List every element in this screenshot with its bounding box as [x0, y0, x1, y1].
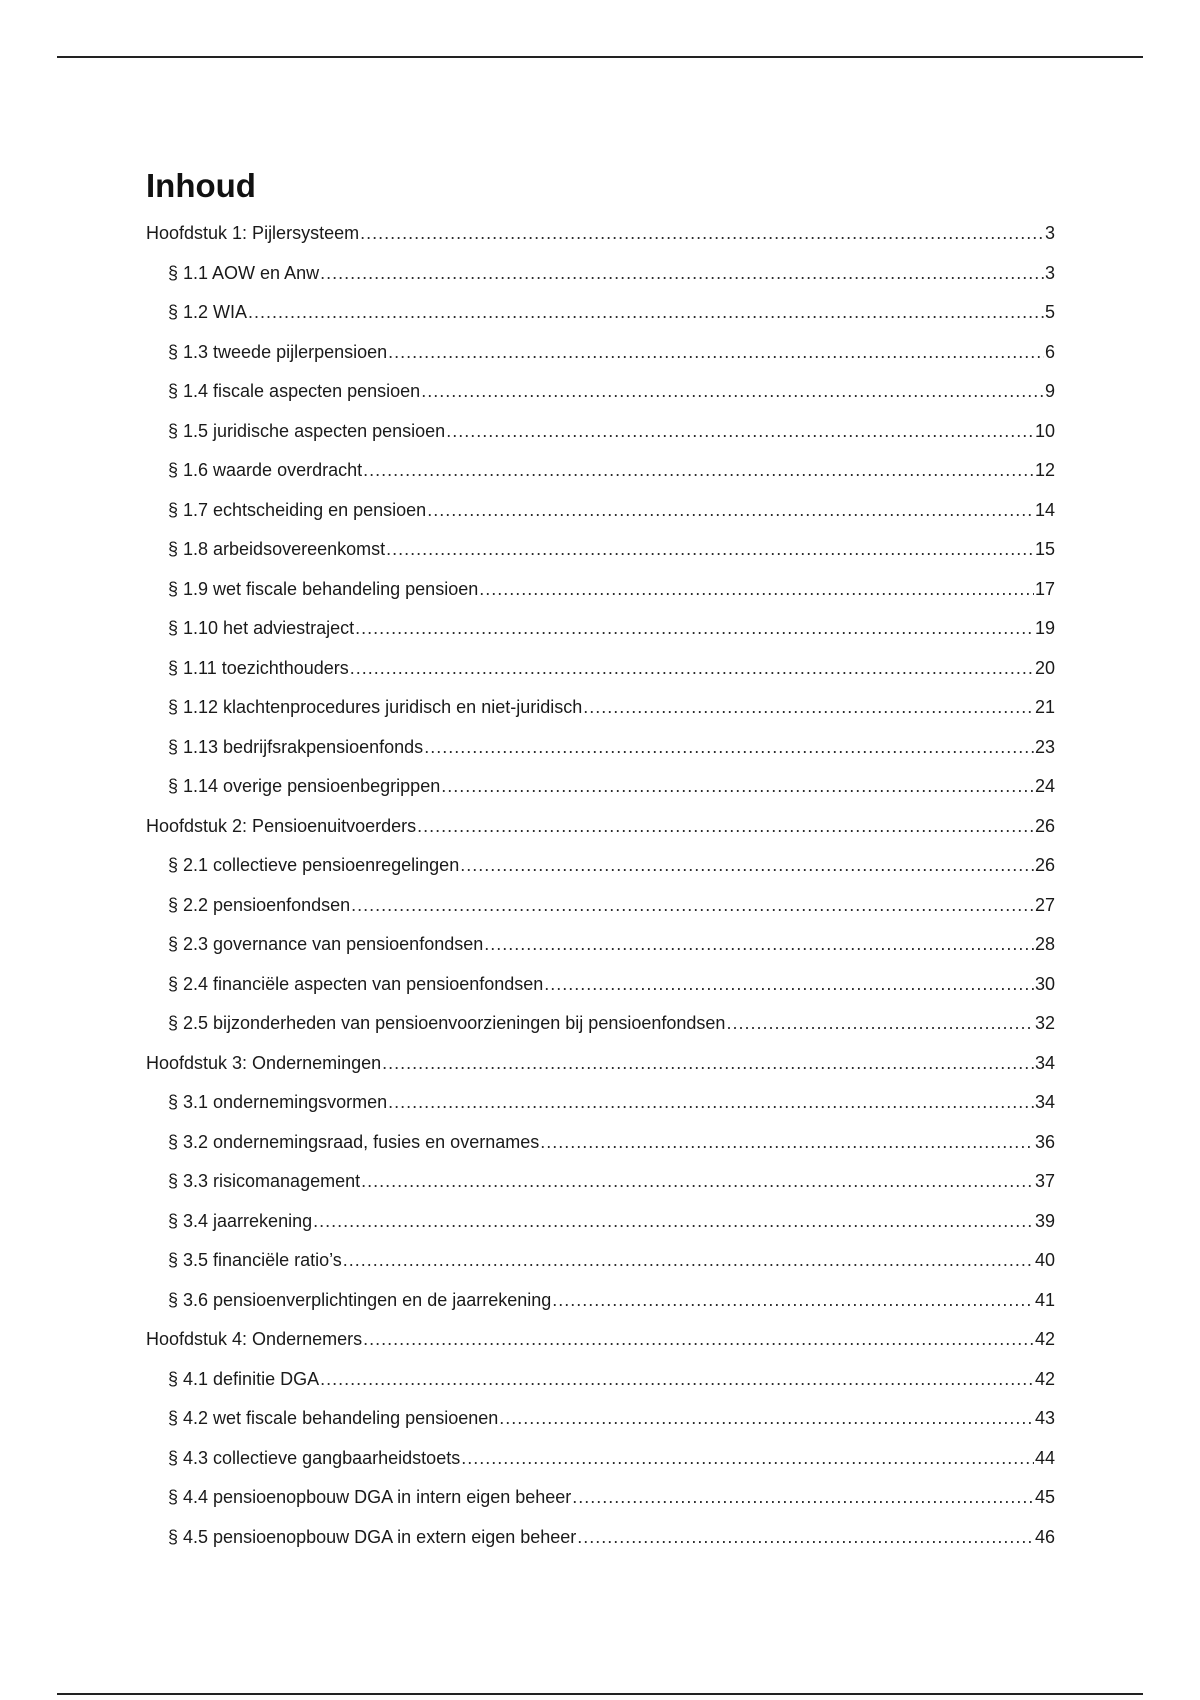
toc-dot-leader [382, 1044, 1034, 1084]
toc-entry-label[interactable]: § 1.7 echtscheiding en pensioen [168, 499, 427, 520]
toc-entry-label[interactable]: § 3.2 ondernemingsraad, fusies en overnames [168, 1131, 540, 1152]
toc-entry-label[interactable]: § 1.12 klachtenprocedures juridisch en niet-juridisch [168, 697, 583, 717]
toc-entry-page-number[interactable]: 34 [1034, 1052, 1055, 1073]
toc-entry-page-number[interactable]: 36 [1034, 1131, 1055, 1152]
toc-section-entry[interactable] [146, 1123, 1055, 1163]
toc-section-entry[interactable] [146, 1399, 1055, 1439]
toc-entry-page-number[interactable]: 28 [1034, 934, 1055, 954]
toc-entry-page-number[interactable]: 21 [1034, 697, 1055, 717]
toc-entry-label[interactable]: § 2.1 collectieve pensioenregelingen [168, 855, 460, 875]
header-rule [57, 56, 1143, 58]
toc-dot-leader [361, 1162, 1034, 1202]
toc-section-entry[interactable] [146, 1162, 1055, 1202]
toc-entry-label[interactable]: § 1.4 fiscale aspecten pensioen [168, 381, 421, 401]
toc-entry-page-number[interactable]: 3 [1044, 262, 1055, 283]
toc-section-entry[interactable] [146, 530, 1055, 570]
toc-section-entry[interactable] [146, 728, 1055, 768]
toc-entry-page-number[interactable]: 14 [1034, 499, 1055, 520]
toc-entry-page-number[interactable]: 39 [1034, 1210, 1055, 1231]
toc-dot-leader [363, 451, 1034, 491]
toc-section-entry[interactable] [146, 609, 1055, 649]
toc-section-entry[interactable] [146, 688, 1055, 728]
toc-entry-label[interactable]: § 2.3 governance van pensioenfondsen [168, 934, 484, 954]
toc-dot-leader [248, 293, 1044, 333]
toc-entry-label[interactable]: § 1.3 tweede pijlerpensioen [168, 341, 388, 362]
toc-dot-leader [363, 1320, 1034, 1360]
toc-section-entry[interactable] [146, 1241, 1055, 1281]
toc-entry-page-number[interactable]: 20 [1034, 657, 1055, 678]
toc-list [146, 214, 1055, 1557]
toc-entry-page-number[interactable]: 19 [1034, 618, 1055, 638]
toc-section-entry[interactable] [146, 965, 1055, 1005]
toc-section-entry[interactable] [146, 1202, 1055, 1242]
toc-section-entry[interactable] [146, 372, 1055, 412]
toc-section-entry[interactable] [146, 886, 1055, 926]
toc-dot-leader [388, 1083, 1034, 1123]
toc-section-entry[interactable] [146, 570, 1055, 610]
toc-entry-page-number[interactable]: 15 [1034, 539, 1055, 559]
toc-section-entry[interactable] [146, 846, 1055, 886]
toc-chapter-entry[interactable] [146, 1044, 1055, 1084]
toc-entry-page-number[interactable]: 40 [1034, 1250, 1055, 1270]
toc-entry-page-number[interactable]: 23 [1034, 736, 1055, 757]
toc-entry-page-number[interactable]: 26 [1034, 855, 1055, 875]
toc-dot-leader [446, 412, 1034, 452]
toc-entry-label[interactable]: § 1.6 waarde overdracht [168, 460, 363, 480]
toc-entry-page-number[interactable]: 9 [1044, 381, 1055, 401]
toc-dot-leader [484, 925, 1034, 965]
toc-entry-page-number[interactable]: 44 [1034, 1447, 1055, 1468]
toc-dot-leader [461, 1439, 1034, 1479]
toc-section-entry[interactable] [146, 649, 1055, 689]
toc-dot-leader [386, 530, 1034, 570]
toc-dot-leader [388, 333, 1044, 373]
toc-entry-page-number[interactable]: 12 [1034, 460, 1055, 480]
toc-dot-leader [313, 1202, 1034, 1242]
toc-entry-label[interactable]: § 4.5 pensioenopbouw DGA in extern eigen beheer [168, 1526, 577, 1547]
toc-entry-label[interactable]: § 4.3 collectieve gangbaarheidstoets [168, 1447, 461, 1468]
toc-section-entry[interactable] [146, 1083, 1055, 1123]
toc-chapter-entry[interactable] [146, 807, 1055, 847]
toc-dot-leader [499, 1399, 1034, 1439]
toc-entry-label[interactable]: § 1.13 bedrijfsrakpensioenfonds [168, 736, 424, 757]
toc-entry-label[interactable]: Hoofdstuk 2: Pensioenuitvoerders [146, 815, 417, 836]
toc-dot-leader [552, 1281, 1034, 1321]
toc-dot-leader [360, 214, 1044, 254]
toc-dot-leader [577, 1518, 1034, 1558]
toc-dot-leader [572, 1478, 1034, 1518]
toc-entry-label[interactable]: § 1.10 het adviestraject [168, 618, 355, 638]
toc-dot-leader [441, 767, 1034, 807]
toc-entry-page-number[interactable]: 6 [1044, 341, 1055, 362]
toc-entry-label[interactable]: § 2.2 pensioenfondsen [168, 894, 351, 915]
toc-entry-page-number[interactable]: 3 [1044, 223, 1055, 243]
toc-entry-label[interactable]: § 1.8 arbeidsovereenkomst [168, 539, 386, 559]
toc-entry-page-number[interactable]: 45 [1034, 1487, 1055, 1507]
toc-entry-label[interactable]: Hoofdstuk 4: Ondernemers [146, 1329, 363, 1349]
toc-entry-label[interactable]: § 1.1 AOW en Anw [168, 262, 320, 283]
toc-entry-label[interactable]: § 3.5 financiële ratio’s [168, 1250, 342, 1270]
toc-entry-label[interactable]: § 4.4 pensioenopbouw DGA in intern eigen beheer [168, 1487, 572, 1507]
toc-entry-page-number[interactable]: 27 [1034, 894, 1055, 915]
toc-dot-leader [351, 886, 1034, 926]
toc-dot-leader [355, 609, 1034, 649]
toc-dot-leader [479, 570, 1034, 610]
toc-section-entry[interactable] [146, 1360, 1055, 1400]
toc-section-entry[interactable] [146, 333, 1055, 373]
toc-entry-page-number[interactable]: 43 [1034, 1408, 1055, 1428]
toc-entry-label[interactable]: § 3.3 risicomanagement [168, 1171, 361, 1191]
toc-entry-label[interactable]: Hoofdstuk 1: Pijlersysteem [146, 223, 360, 243]
table-of-contents [146, 166, 1055, 1557]
toc-dot-leader [460, 846, 1034, 886]
toc-dot-leader [320, 1360, 1034, 1400]
toc-entry-page-number[interactable]: 41 [1034, 1289, 1055, 1310]
toc-entry-label[interactable]: § 4.1 definitie DGA [168, 1368, 320, 1389]
toc-title: Inhoud [146, 167, 256, 204]
toc-dot-leader [417, 807, 1034, 847]
toc-section-entry[interactable] [146, 451, 1055, 491]
toc-section-entry[interactable] [146, 491, 1055, 531]
toc-entry-page-number[interactable]: 42 [1034, 1329, 1055, 1349]
footer-rule [57, 1693, 1143, 1695]
toc-entry-page-number[interactable]: 46 [1034, 1526, 1055, 1547]
toc-entry-page-number[interactable]: 5 [1044, 302, 1055, 322]
toc-section-entry[interactable] [146, 293, 1055, 333]
toc-entry-label[interactable]: § 1.2 WIA [168, 302, 248, 322]
toc-entry-label[interactable]: § 1.5 juridische aspecten pensioen [168, 420, 446, 441]
toc-section-entry[interactable] [146, 925, 1055, 965]
toc-chapter-entry[interactable] [146, 1320, 1055, 1360]
toc-entry-label[interactable]: § 1.14 overige pensioenbegrippen [168, 776, 441, 796]
toc-entry-page-number[interactable]: 37 [1034, 1171, 1055, 1191]
toc-entry-label[interactable]: § 3.6 pensioenverplichtingen en de jaarrekening [168, 1289, 552, 1310]
toc-section-entry[interactable] [146, 254, 1055, 294]
toc-entry-page-number[interactable]: 10 [1034, 420, 1055, 441]
toc-dot-leader [424, 728, 1034, 768]
toc-entry-page-number[interactable]: 32 [1034, 1013, 1055, 1033]
toc-entry-label[interactable]: § 1.9 wet fiscale behandeling pensioen [168, 578, 479, 599]
toc-dot-leader [726, 1004, 1034, 1044]
toc-entry-page-number[interactable]: 30 [1034, 973, 1055, 994]
toc-dot-leader [544, 965, 1034, 1005]
toc-dot-leader [350, 649, 1034, 689]
toc-entry-label[interactable]: Hoofdstuk 3: Ondernemingen [146, 1052, 382, 1073]
toc-entry-page-number[interactable]: 26 [1034, 815, 1055, 836]
toc-entry-label[interactable]: § 4.2 wet fiscale behandeling pensioenen [168, 1408, 499, 1428]
toc-entry-label[interactable]: § 1.11 toezichthouders [168, 657, 349, 678]
toc-dot-leader [427, 491, 1034, 531]
toc-section-entry[interactable] [146, 1478, 1055, 1518]
toc-section-entry[interactable] [146, 1281, 1055, 1321]
toc-entry-label[interactable]: § 2.5 bijzonderheden van pensioenvoorzieningen bij pensioenfondsen [168, 1013, 726, 1033]
toc-dot-leader [421, 372, 1044, 412]
toc-entry-label[interactable]: § 2.4 financiële aspecten van pensioenfondsen [168, 973, 544, 994]
toc-section-entry[interactable] [146, 1439, 1055, 1479]
toc-entry-page-number[interactable]: 17 [1034, 578, 1055, 599]
toc-section-entry[interactable] [146, 767, 1055, 807]
toc-section-entry[interactable] [146, 1004, 1055, 1044]
toc-entry-page-number[interactable]: 42 [1034, 1368, 1055, 1389]
toc-dot-leader [540, 1123, 1034, 1163]
toc-entry-page-number[interactable]: 34 [1034, 1092, 1055, 1112]
toc-section-entry[interactable] [146, 412, 1055, 452]
toc-dot-leader [343, 1241, 1034, 1281]
toc-section-entry[interactable] [146, 1518, 1055, 1558]
toc-entry-page-number[interactable]: 24 [1034, 776, 1055, 796]
toc-dot-leader [583, 688, 1034, 728]
toc-entry-label[interactable]: § 3.1 ondernemingsvormen [168, 1092, 388, 1112]
toc-chapter-entry[interactable] [146, 214, 1055, 254]
toc-dot-leader [320, 254, 1044, 294]
toc-entry-label[interactable]: § 3.4 jaarrekening [168, 1210, 313, 1231]
